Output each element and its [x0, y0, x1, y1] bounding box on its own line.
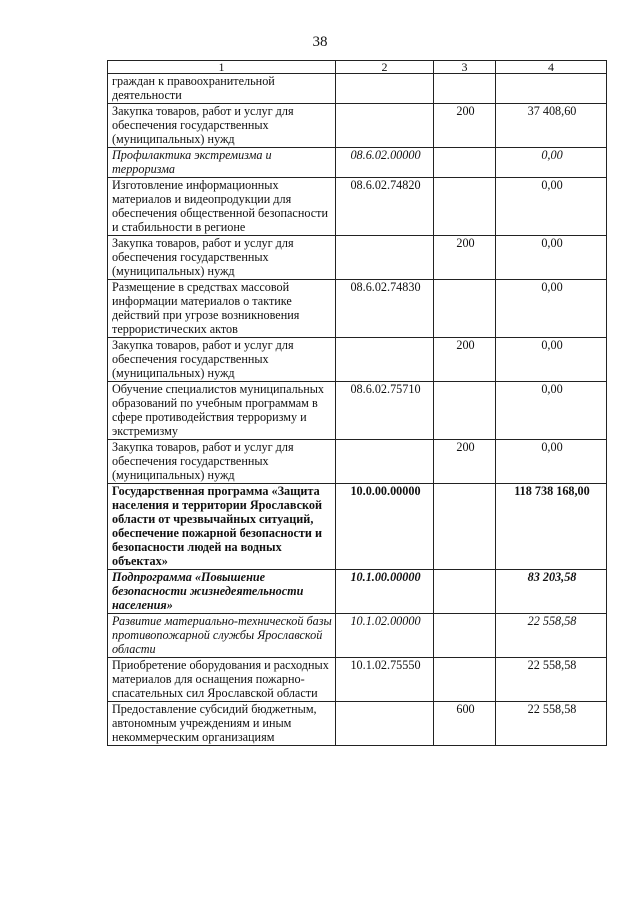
row-name-cell: граждан к правоохранительной деятельности: [108, 74, 336, 104]
row-kvr-cell: [434, 178, 496, 236]
row-kvr-cell: [434, 614, 496, 658]
budget-table: [107, 60, 607, 746]
row-amount-cell: 0,00: [496, 382, 607, 440]
row-code-cell: 10.1.00.00000: [336, 570, 434, 614]
row-code-cell: [336, 440, 434, 484]
row-amount-cell: 22 558,58: [496, 614, 607, 658]
row-kvr-cell: [434, 570, 496, 614]
table-row: [108, 658, 607, 702]
row-amount-cell: 0,00: [496, 148, 607, 178]
row-name-cell: Государственная программа «Защита населения и территории Ярославской области от чрезвычайных ситуаций, обеспечение пожарной безопасности и безопасности людей на водных объектах»: [108, 484, 336, 570]
row-amount-cell: 22 558,58: [496, 658, 607, 702]
row-code-cell: 10.1.02.00000: [336, 614, 434, 658]
row-amount-cell: [496, 74, 607, 104]
table-body: [108, 74, 607, 746]
row-code-cell: 10.1.02.75550: [336, 658, 434, 702]
row-amount-cell: 37 408,60: [496, 104, 607, 148]
row-name-cell: Обучение специалистов муниципальных образований по учебным программам в сфере противодействия терроризму и экстремизму: [108, 382, 336, 440]
row-code-cell: [336, 104, 434, 148]
row-amount-cell: 22 558,58: [496, 702, 607, 746]
column-header: 3: [434, 61, 496, 74]
row-code-cell: [336, 702, 434, 746]
row-code-cell: 08.6.02.74830: [336, 280, 434, 338]
row-kvr-cell: [434, 148, 496, 178]
row-kvr-cell: 200: [434, 236, 496, 280]
row-amount-cell: 0,00: [496, 440, 607, 484]
row-name-cell: Закупка товаров, работ и услуг для обеспечения государственных (муниципальных) нужд: [108, 440, 336, 484]
row-amount-cell: 0,00: [496, 280, 607, 338]
row-name-cell: Приобретение оборудования и расходных материалов для оснащения пожарно-спасательных сил Ярославской области: [108, 658, 336, 702]
row-name-cell: Профилактика экстремизма и терроризма: [108, 148, 336, 178]
row-kvr-cell: [434, 382, 496, 440]
column-header: 4: [496, 61, 607, 74]
table-row: [108, 74, 607, 104]
column-header: 1: [108, 61, 336, 74]
row-name-cell: Развитие материально-технической базы противопожарной службы Ярославской области: [108, 614, 336, 658]
row-name-cell: Предоставление субсидий бюджетным, автономным учреждениям и иным некоммерческим организациям: [108, 702, 336, 746]
row-kvr-cell: 600: [434, 702, 496, 746]
column-header: 2: [336, 61, 434, 74]
row-kvr-cell: 200: [434, 104, 496, 148]
row-kvr-cell: 200: [434, 338, 496, 382]
row-amount-cell: 0,00: [496, 236, 607, 280]
table-row: [108, 382, 607, 440]
page-number: 38: [312, 34, 328, 50]
table-row: [108, 338, 607, 382]
row-amount-cell: 0,00: [496, 338, 607, 382]
table-row: [108, 614, 607, 658]
row-amount-cell: 0,00: [496, 178, 607, 236]
row-code-cell: [336, 236, 434, 280]
row-code-cell: 08.6.02.00000: [336, 148, 434, 178]
row-name-cell: Закупка товаров, работ и услуг для обеспечения государственных (муниципальных) нужд: [108, 236, 336, 280]
table-row: [108, 148, 607, 178]
row-kvr-cell: [434, 74, 496, 104]
row-amount-cell: 83 203,58: [496, 570, 607, 614]
row-code-cell: 08.6.02.75710: [336, 382, 434, 440]
row-kvr-cell: [434, 280, 496, 338]
table-row: [108, 104, 607, 148]
table-row: [108, 280, 607, 338]
table-row: [108, 484, 607, 570]
row-kvr-cell: 200: [434, 440, 496, 484]
row-name-cell: Размещение в средствах массовой информации материалов о тактике действий при угрозе возникновения террористических актов: [108, 280, 336, 338]
row-name-cell: Изготовление информационных материалов и видеопродукции для обеспечения общественной безопасности и стабильности в регионе: [108, 178, 336, 236]
table-row: [108, 178, 607, 236]
row-code-cell: 10.0.00.00000: [336, 484, 434, 570]
row-code-cell: [336, 338, 434, 382]
table-row: [108, 570, 607, 614]
table-header-row: [108, 61, 607, 74]
row-code-cell: [336, 74, 434, 104]
row-name-cell: Закупка товаров, работ и услуг для обеспечения государственных (муниципальных) нужд: [108, 338, 336, 382]
table-row: [108, 702, 607, 746]
table-row: [108, 236, 607, 280]
row-code-cell: 08.6.02.74820: [336, 178, 434, 236]
table-row: [108, 440, 607, 484]
row-amount-cell: 118 738 168,00: [496, 484, 607, 570]
row-name-cell: Закупка товаров, работ и услуг для обеспечения государственных (муниципальных) нужд: [108, 104, 336, 148]
row-kvr-cell: [434, 658, 496, 702]
row-name-cell: Подпрограмма «Повышение безопасности жизнедеятельности населения»: [108, 570, 336, 614]
row-kvr-cell: [434, 484, 496, 570]
